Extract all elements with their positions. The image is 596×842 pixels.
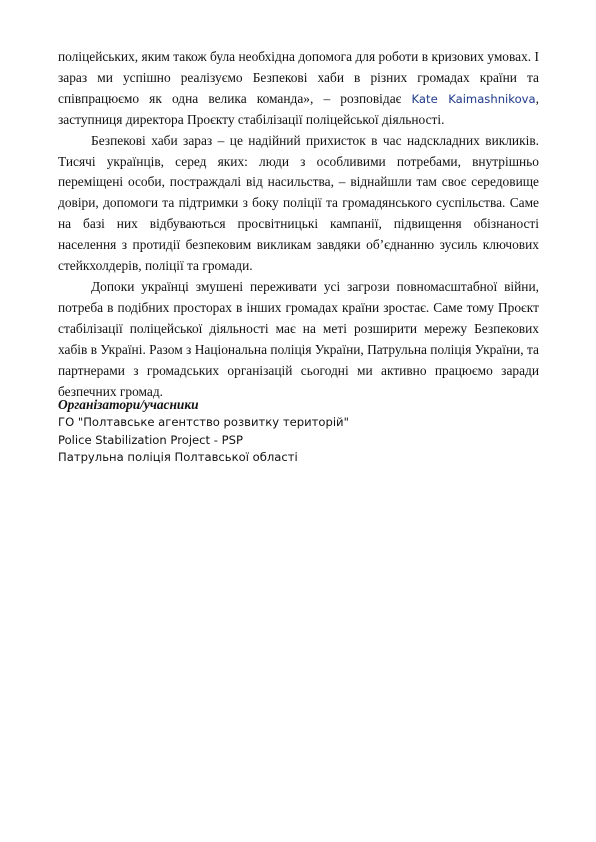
paragraph-1 xyxy=(58,47,539,131)
paragraph-1-text: поліцейських, яким також була необхідна допомога для роботи в кризових умовах. І зараз ми успішно реалізуємо Безпекові хаби в різних громадах країни та співпрацюємо як одна велика команда», – розповідає xyxy=(58,49,539,106)
organizers-list xyxy=(58,414,539,467)
paragraph-3: Допоки українці змушені переживати усі загрози повномасштабної війни, потреба в подібних просторах в інших громадах країни зростає. Саме тому Проєкт стабілізації поліцейської діяльності має на меті розширити мережу Безпекових хабів в Україні. Разом з Національна поліція України, Патрульна поліція України, та партнерами з громадських організацій сьогодні ми активно працюємо заради безпечних громад. xyxy=(58,278,539,399)
paragraph-2: Безпекові хаби зараз – це надійний прихисток в час надскладних викликів. Тисячі українців, серед яких: люди з особливими потребами, внутрішньо переміщені особи, постраждалі від насильства, – віднайшли там своє середовище довіри, допомоги та підтримки з боку поліції та громадянського суспільства. Саме на базі них відбуваються просвітницькі кампанії, підвищення обізнаності населення з протидії безпековим викликам завдяки об’єднанню зусиль ключових стейкхолдерів, поліції та громади. xyxy=(58,132,539,274)
article-body xyxy=(58,47,539,402)
organizer-item: Police Stabilization Project - PSP xyxy=(58,432,243,447)
person-link[interactable]: Kate Kaimashnikova xyxy=(411,91,536,106)
organizers-section xyxy=(58,396,539,467)
organizer-item: ГО "Полтавське агентство розвитку територій" xyxy=(58,415,349,429)
paragraph-1-tail: , заступниця директора Проєкту стабілізації поліцейської діяльності. xyxy=(58,90,539,127)
organizer-item: Патрульна поліція Полтавської області xyxy=(58,450,298,464)
organizers-heading: Організатори/учасники xyxy=(58,397,199,412)
